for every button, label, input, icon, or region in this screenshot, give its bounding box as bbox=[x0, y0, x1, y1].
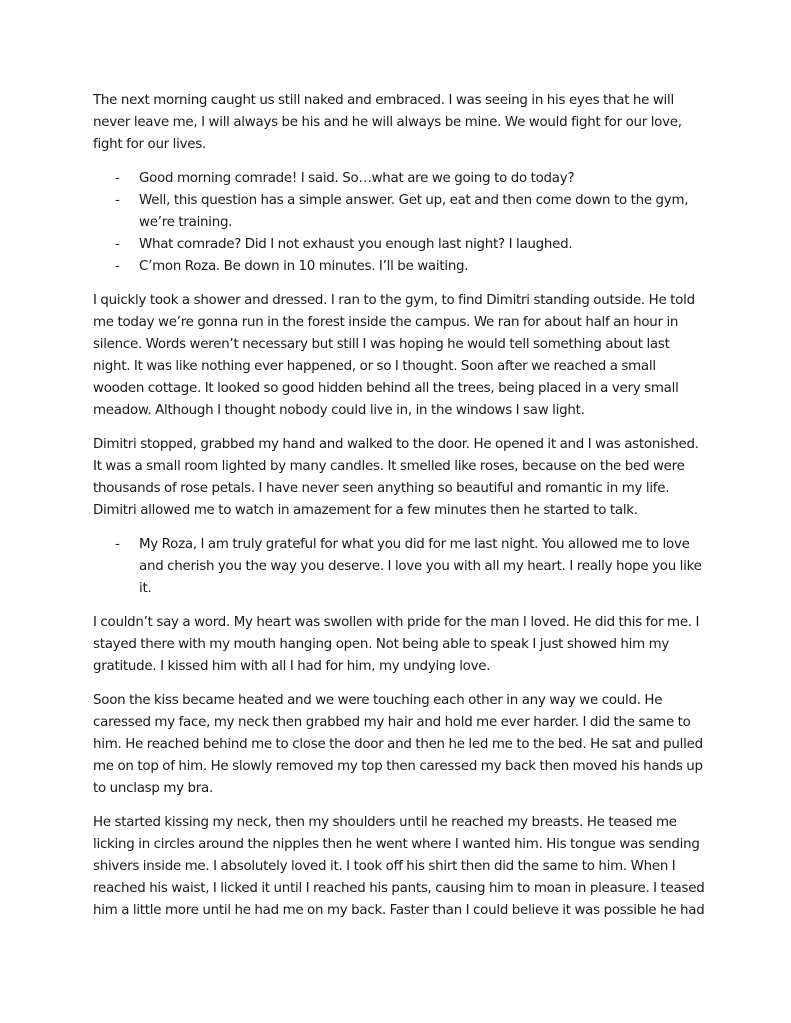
dash-marker: - bbox=[115, 237, 120, 252]
dialogue-text: My Roza, I am truly grateful for what you did for me last night. You allowed me to love and cherish you the way you deserve. I love you with all my heart. I really hope you like it. bbox=[139, 537, 702, 596]
paragraph-1: The next morning caught us still naked and embraced. I was seeing in his eyes that he will never leave me, I will always be his and he will always be mine. We would fight for our love, fight for our lives. bbox=[93, 93, 682, 152]
dialogue-list-1 bbox=[93, 168, 705, 278]
dialogue-item bbox=[93, 256, 705, 278]
dialogue-text: What comrade? Did I not exhaust you enough last night? I laughed. bbox=[139, 237, 573, 252]
dialogue-text: Well, this question has a simple answer. Get up, eat and then come down to the gym, we’re training. bbox=[139, 193, 689, 230]
dash-marker: - bbox=[115, 259, 120, 274]
dialogue-item bbox=[93, 190, 705, 234]
dash-marker: - bbox=[115, 537, 120, 552]
dialogue-text: C’mon Roza. Be down in 10 minutes. I’ll be waiting. bbox=[139, 259, 469, 274]
dash-marker: - bbox=[115, 193, 120, 208]
dialogue-item bbox=[93, 234, 705, 256]
dash-marker: - bbox=[115, 171, 120, 186]
dialogue-list-2 bbox=[93, 534, 705, 600]
dialogue-text: Good morning comrade! I said. So…what are we going to do today? bbox=[139, 171, 575, 186]
paragraph-4: I couldn’t say a word. My heart was swollen with pride for the man I loved. He did this for me. I stayed there with my mouth hanging open. Not being able to speak I just showed him my gratitude. I kissed him with all I had for him, my undying love. bbox=[93, 615, 700, 674]
dialogue-item bbox=[93, 534, 705, 600]
document-page bbox=[93, 90, 705, 934]
paragraph-5: Soon the kiss became heated and we were touching each other in any way we could. He caressed my face, my neck then grabbed my hair and hold me ever harder. I did the same to him. He reached behind me to close the door and then he led me to the bed. He sat and pulled me on top of him. He slowly removed my top then caressed my back then moved his hands up to unclasp my bra. bbox=[93, 693, 703, 796]
dialogue-item bbox=[93, 168, 705, 190]
paragraph-3: Dimitri stopped, grabbed my hand and walked to the door. He opened it and I was astonished. It was a small room lighted by many candles. It smelled like roses, because on the bed were thousands of rose petals. I have never seen anything so beautiful and romantic in my life. Dimitri allowed me to watch in amazement for a few minutes then he started to talk. bbox=[93, 437, 699, 518]
paragraph-6: He started kissing my neck, then my shoulders until he reached my breasts. He teased me licking in circles around the nipples then he went where I wanted him. His tongue was sending shivers inside me. I absolutely loved it. I took off his shirt then did the same to him. When I reached his waist, I licked it until I reached his pants, causing him to moan in pleasure. I teased him a little more until he had me on my back. Faster than I could believe it was possible he had bbox=[93, 815, 705, 918]
paragraph-2: I quickly took a shower and dressed. I ran to the gym, to find Dimitri standing outside. He told me today we’re gonna run in the forest inside the campus. We ran for about half an hour in silence. Words weren’t necessary but still I was hoping he would tell something about last night. It was like nothing ever happened, or so I thought. Soon after we reached a small wooden cottage. It looked so good hidden behind all the trees, being placed in a very small meadow. Although I thought nobody could live in, in the windows I saw light. bbox=[93, 293, 695, 418]
